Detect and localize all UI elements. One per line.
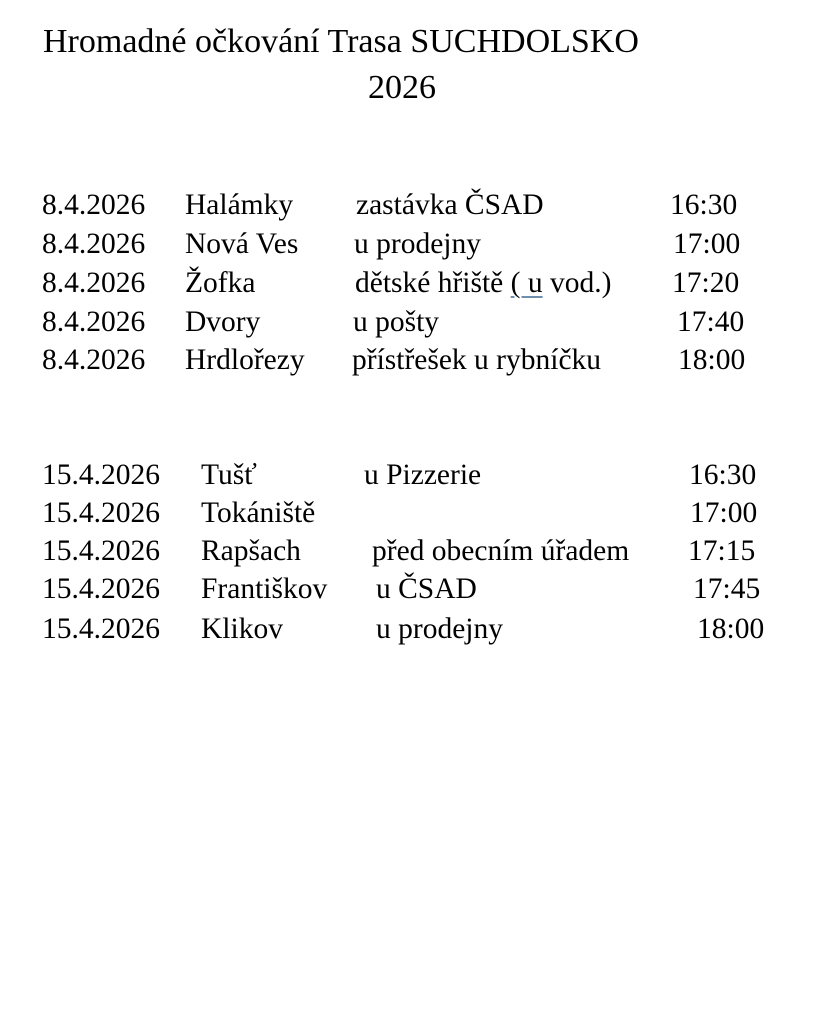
row-time: 17:00 xyxy=(673,228,741,260)
row-time: 17:20 xyxy=(672,267,740,299)
row-date: 15.4.2026 xyxy=(42,613,160,645)
row-time: 18:00 xyxy=(697,613,765,645)
row-place: zastávka ČSAD xyxy=(356,189,544,221)
row-village: Žofka xyxy=(185,267,256,299)
document-title: Hromadné očkování Trasa SUCHDOLSKO xyxy=(43,23,639,60)
row-date: 15.4.2026 xyxy=(42,573,160,605)
row-place-text-end: vod.) xyxy=(542,267,612,299)
schedule-row xyxy=(0,532,831,570)
row-time: 17:45 xyxy=(693,573,761,605)
row-place: u prodejny xyxy=(354,228,481,260)
row-place: před obecním úřadem xyxy=(372,535,630,567)
row-place: u pošty xyxy=(353,306,440,338)
schedule-row xyxy=(0,341,831,379)
schedule-row xyxy=(0,570,831,608)
row-date: 15.4.2026 xyxy=(42,535,160,567)
row-place-underlined-text: ( u xyxy=(510,267,543,299)
row-time: 17:40 xyxy=(677,306,745,338)
row-village: Dvory xyxy=(185,306,261,338)
row-date: 15.4.2026 xyxy=(42,459,160,491)
row-place: přístřešek u rybníčku xyxy=(352,344,602,376)
schedule-row xyxy=(0,186,831,224)
row-village: Halámky xyxy=(185,189,294,221)
schedule-row xyxy=(0,610,831,648)
row-date: 8.4.2026 xyxy=(42,344,146,376)
row-time: 16:30 xyxy=(689,459,757,491)
row-village: Nová Ves xyxy=(185,228,299,260)
row-village: Rapšach xyxy=(201,535,301,567)
row-village: Tušť xyxy=(201,459,257,491)
row-date: 8.4.2026 xyxy=(42,306,146,338)
row-village: Tokániště xyxy=(201,497,316,529)
document-title-year: 2026 xyxy=(368,69,436,106)
row-village: Františkov xyxy=(201,573,328,605)
row-time: 16:30 xyxy=(670,189,738,221)
row-date: 8.4.2026 xyxy=(42,228,146,260)
row-date: 15.4.2026 xyxy=(42,497,160,529)
schedule-row xyxy=(0,303,831,341)
row-date: 8.4.2026 xyxy=(42,267,146,299)
schedule-row xyxy=(0,264,831,302)
row-place-text: dětské hřiště xyxy=(355,267,511,299)
row-place xyxy=(355,264,611,302)
row-village: Hrdlořezy xyxy=(185,344,305,376)
row-time: 17:00 xyxy=(690,497,758,529)
schedule-row xyxy=(0,494,831,532)
row-place: u prodejny xyxy=(376,613,503,645)
row-place: u Pizzerie xyxy=(364,459,482,491)
schedule-row xyxy=(0,225,831,263)
row-time: 18:00 xyxy=(678,344,746,376)
row-time: 17:15 xyxy=(688,535,756,567)
row-date: 8.4.2026 xyxy=(42,189,146,221)
row-place: u ČSAD xyxy=(376,573,477,605)
row-village: Klikov xyxy=(201,613,283,645)
schedule-row xyxy=(0,456,831,494)
